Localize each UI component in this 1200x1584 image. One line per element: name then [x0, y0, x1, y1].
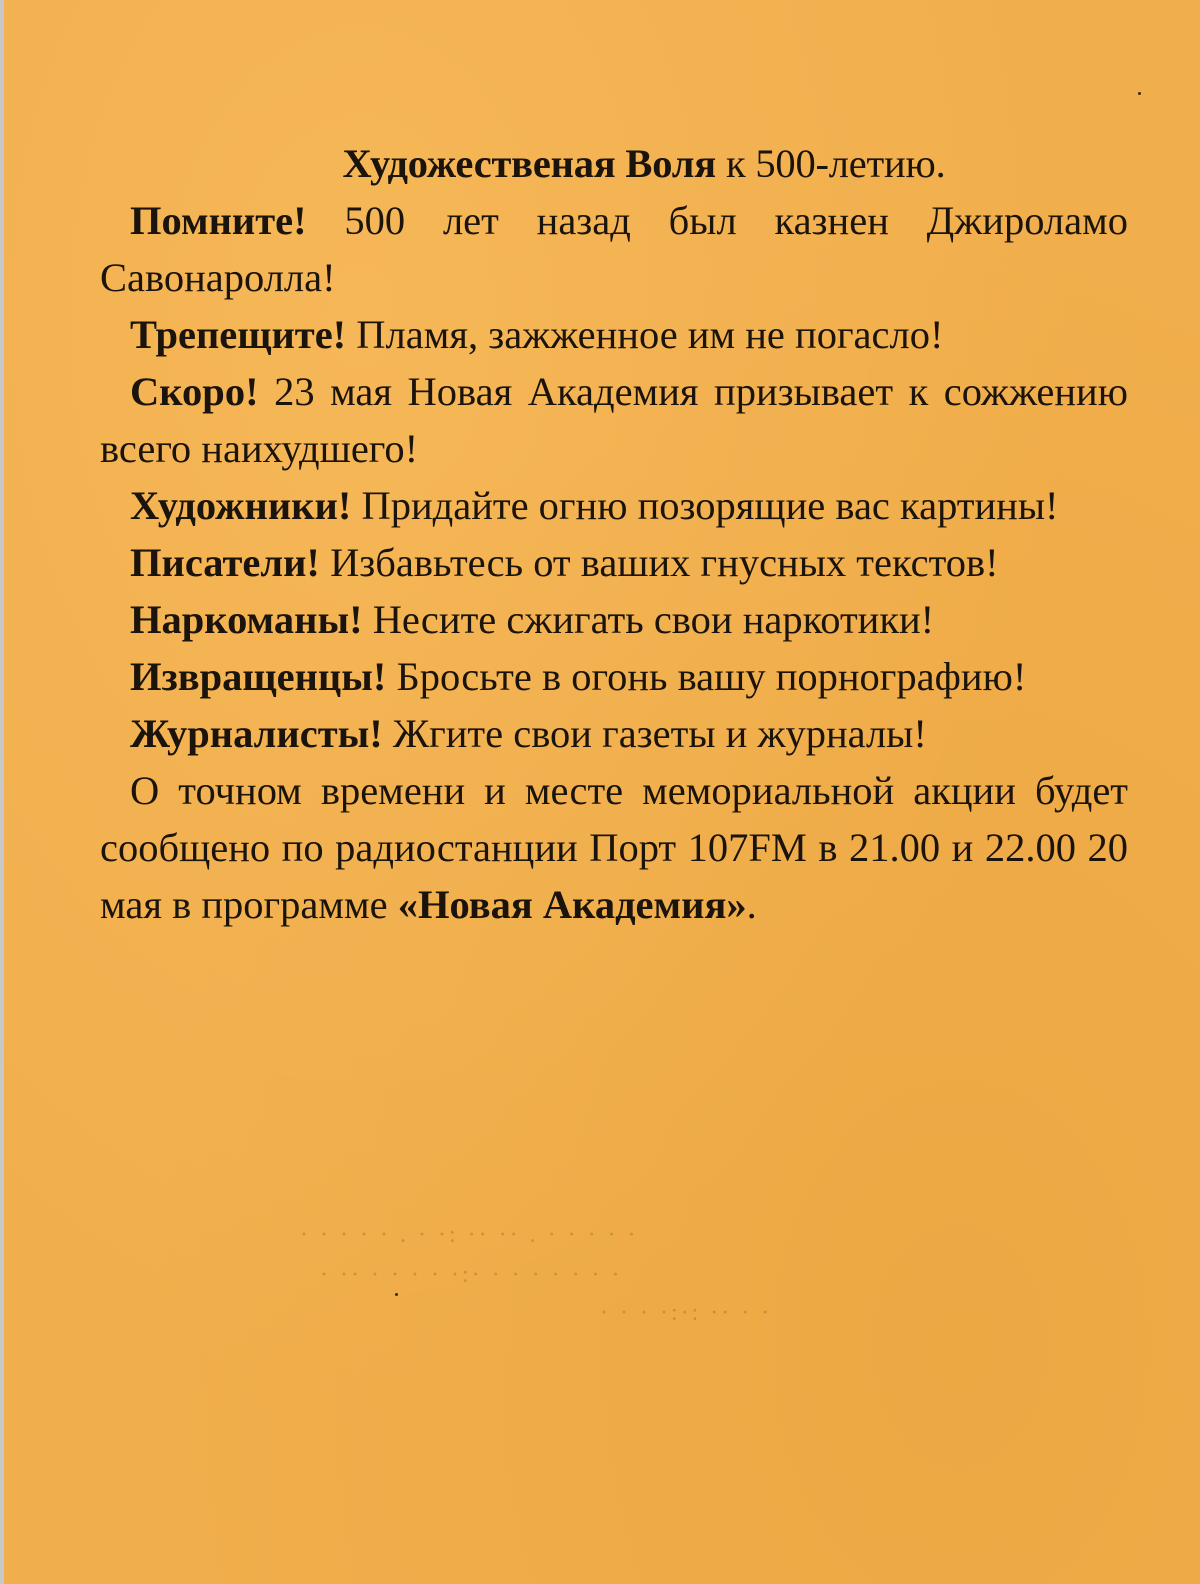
paragraph-body: Несите сжигать свои наркотики! [362, 597, 935, 642]
scan-edge [0, 0, 4, 1584]
paragraph-body: Избавьтесь от ваших гнусных текстов! [319, 540, 999, 585]
paragraph-body: 500 лет назад был казнен Джироламо Савонаролла! [100, 198, 1128, 300]
paragraph-lead: Художники! [130, 483, 352, 528]
paragraph-body: Придайте огню позорящие вас картины! [351, 483, 1059, 528]
paragraph-body: Жгите свои газеты и журналы! [382, 711, 927, 756]
paragraph-closing [100, 762, 1128, 933]
paragraph-perverts [100, 648, 1128, 705]
paragraph-remember [100, 192, 1128, 306]
show-through-text: · · · · · . · ·: ·· ·· . · · · · · [300, 1222, 639, 1248]
paragraph-body: Пламя, зажженное им не погасло! [346, 312, 944, 357]
paragraph-lead: Скоро! [130, 369, 259, 414]
paragraph-lead: Извращенцы! [130, 654, 387, 699]
title-rest: к 500-летию. [725, 141, 946, 186]
paragraph-addicts [100, 591, 1128, 648]
closing-period: . [746, 882, 757, 927]
paragraph-lead: Трепещите! [130, 312, 347, 357]
leaflet-text [100, 130, 1128, 933]
show-through-text: · · · ·:·: ·· · · [600, 1300, 773, 1326]
paragraph-writers [100, 534, 1128, 591]
paragraph-tremble [100, 306, 1128, 363]
paragraph-artists [100, 477, 1128, 534]
paper-speck [1138, 92, 1141, 95]
paragraph-soon [100, 363, 1128, 477]
paragraph-lead: Писатели! [130, 540, 320, 585]
closing-text: О точном времени и месте мемориальной акции будет сообщено по радиостанции Порт 107FM в 21.00 и 22.00 20 мая в программе [100, 768, 1128, 927]
paragraph-body: Бросьте в огонь вашу порнографию! [386, 654, 1027, 699]
paper-speck [395, 1293, 398, 1296]
title-bold: Художественая Воля [342, 141, 716, 186]
show-through-text: · ·· · · · · ·:· · · · · · · · [320, 1262, 623, 1288]
paragraph-lead: Помните! [130, 198, 307, 243]
paragraph-lead: Наркоманы! [130, 597, 363, 642]
program-name: «Новая Академия» [397, 882, 747, 927]
paragraph-lead: Журналисты! [130, 711, 383, 756]
paragraph-body: 23 мая Новая Академия призывает к сожжению всего наихудшего! [100, 369, 1128, 471]
leaflet-title [160, 130, 1128, 192]
paragraph-journalists [100, 705, 1128, 762]
